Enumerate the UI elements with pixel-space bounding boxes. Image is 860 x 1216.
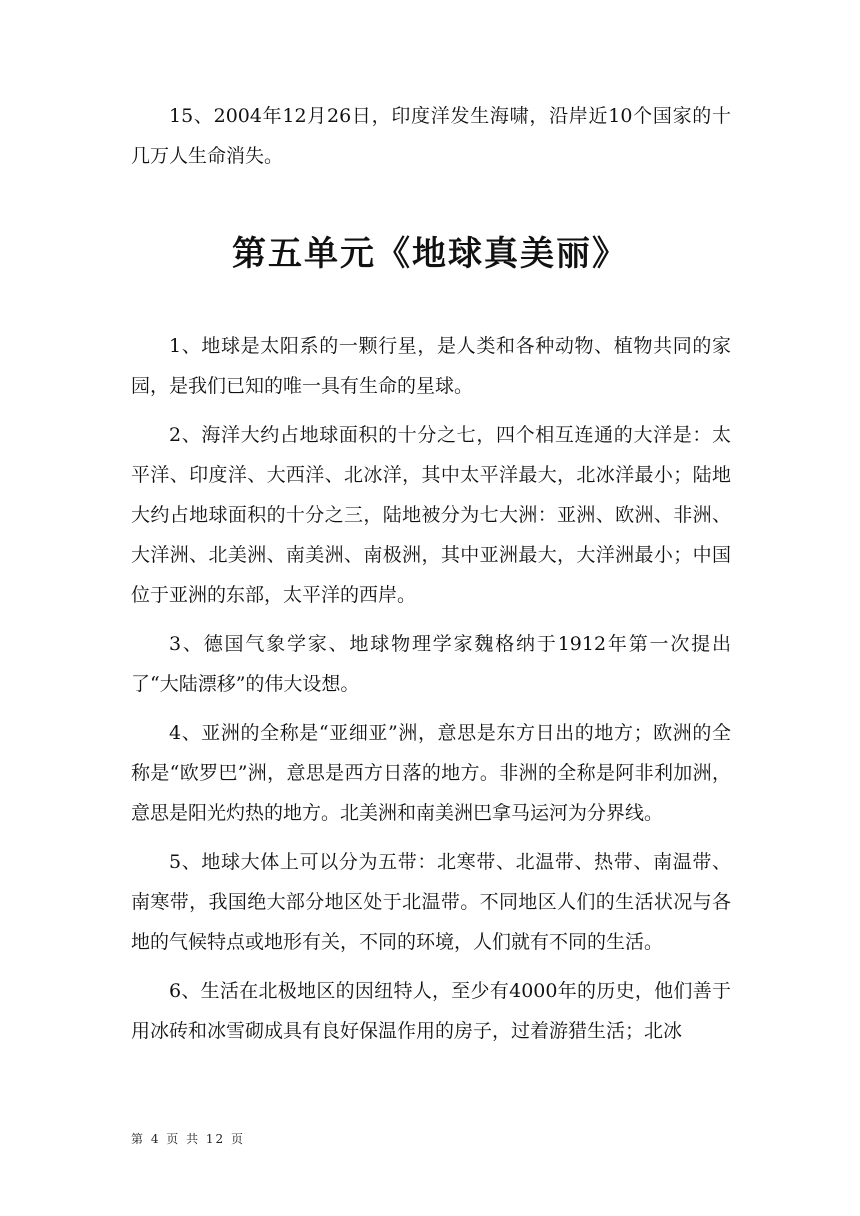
page-footer: 第 4 页 共 12 页 xyxy=(131,1132,245,1146)
unit-title: 第五单元《地球真美丽》 xyxy=(232,234,628,274)
paragraph-2: 2、海洋大约占地球面积的十分之七，四个相互连通的大洋是：太平洋、印度洋、大西洋、北冰洋，其中太平洋最大，北冰洋最小；陆地大约占地球面积的十分之三，陆地被分为七大洲：亚洲、欧洲、非洲、大洋洲、北美洲、南美洲、南极洲，其中亚洲最大，大洋洲最小；中国位于亚洲的东部，太平洋的西岸。 xyxy=(131,424,731,606)
paragraph-5: 5、地球大体上可以分为五带：北寒带、北温带、热带、南温带、南寒带，我国绝大部分地区处于北温带。不同地区人们的生活状况与各地的气候特点或地形有关，不同的环境，人们就有不同的生活。 xyxy=(131,851,731,953)
paragraph-6: 6、生活在北极地区的因纽特人，至少有4000年的历史，他们善于用冰砖和冰雪砌成具有良好保温作用的房子，过着游猎生活；北冰 xyxy=(131,980,731,1042)
paragraph-3: 3、德国气象学家、地球物理学家魏格纳于1912年第一次提出了“大陆漂移”的伟大设想。 xyxy=(131,633,731,695)
content-body xyxy=(131,326,731,1060)
paragraph-1: 1、地球是太阳系的一颗行星，是人类和各种动物、植物共同的家园，是我们已知的唯一具有生命的星球。 xyxy=(131,335,731,397)
paragraph-4: 4、亚洲的全称是“亚细亚”洲，意思是东方日出的地方；欧洲的全称是“欧罗巴”洲，意思是西方日落的地方。非洲的全称是阿非利加洲，意思是阳光灼热的地方。北美洲和南美洲巴拿马运河为分界线。 xyxy=(131,722,731,824)
intro-paragraph: 15、2004年12月26日，印度洋发生海啸，沿岸近10个国家的十几万人生命消失。 xyxy=(131,105,731,167)
